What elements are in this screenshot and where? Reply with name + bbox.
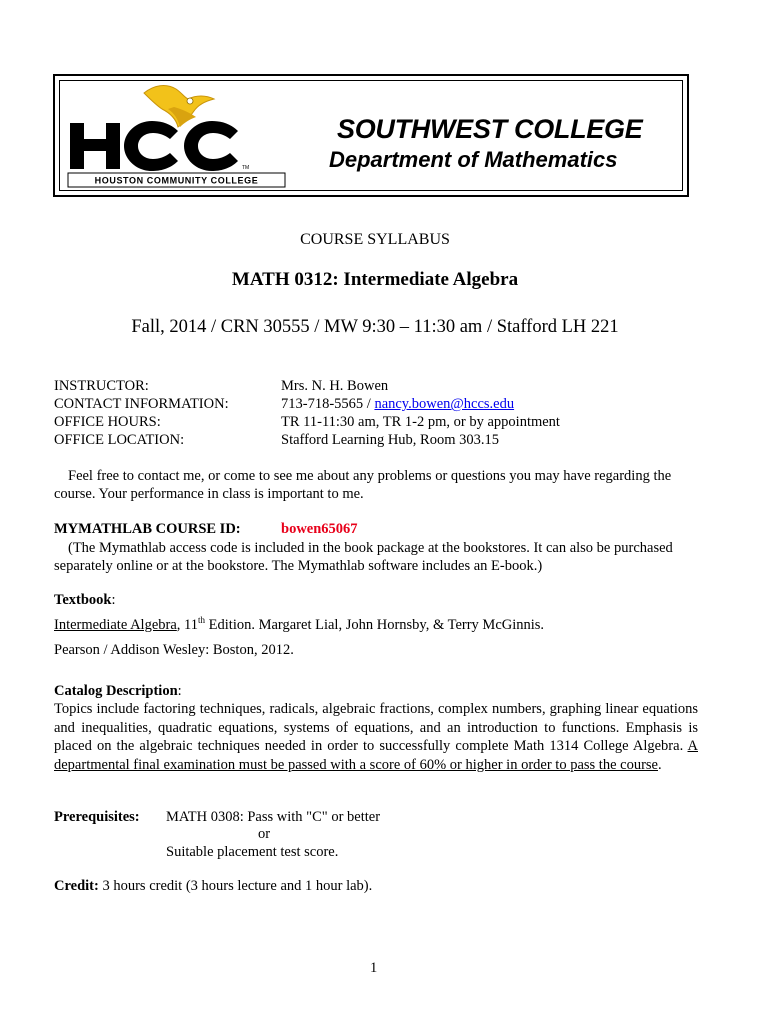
prerequisite-line-1: MATH 0308: Pass with "C" or better: [166, 809, 381, 825]
department-title: Department of Mathematics: [329, 147, 618, 172]
mymathlab-course-id: bowen65067: [281, 521, 358, 537]
textbook-title: Intermediate Algebra: [54, 617, 177, 633]
course-schedule: Fall, 2014 / CRN 30555 / MW 9:30 – 11:30 am / Stafford LH 221: [131, 317, 619, 337]
email-link[interactable]: nancy.bowen@hccs.edu: [374, 396, 515, 412]
info-value: TR 11-11:30 am, TR 1-2 pm, or by appointment: [281, 414, 560, 430]
eagle-icon: [144, 86, 214, 127]
final-exam-requirement: A departmental final examination must be passed with a score of 60% or higher in order to pass the course: [54, 738, 698, 773]
feel-free-paragraph: Feel free to contact me, or come to see me about any problems or questions you may have regarding the course. Your performance in class is important to me.: [54, 468, 672, 502]
catalog-description: Topics include factoring techniques, radicals, algebraic fractions, complex numbers, graphing linear equations and inequalities, quadratic equations, systems of equations, and an introduction to functions. Emphasis is placed on the algebraic techniques needed in order to successfully complete Math 1314 College Algebra. A departmental final examination must be passed with a score of 60% or higher in order to pass the course.: [54, 701, 698, 773]
hcc-logo: [66, 83, 287, 189]
info-label: OFFICE LOCATION:: [54, 432, 185, 448]
textbook-publisher: Pearson / Addison Wesley: Boston, 2012.: [54, 642, 294, 658]
catalog-heading: Catalog Description:: [54, 683, 182, 699]
info-label: OFFICE HOURS:: [54, 414, 161, 430]
info-label: CONTACT INFORMATION:: [54, 396, 229, 412]
mymathlab-label: MYMATHLAB COURSE ID:: [54, 521, 241, 537]
info-value: Stafford Learning Hub, Room 303.15: [281, 432, 500, 448]
info-value: [281, 395, 514, 413]
info-value: Mrs. N. H. Bowen: [281, 378, 389, 394]
svg-text:TM: TM: [242, 165, 250, 171]
prerequisite-line-2: Suitable placement test score.: [166, 844, 339, 860]
college-title: SOUTHWEST COLLEGE: [337, 114, 643, 144]
header-box: [53, 74, 689, 197]
mymathlab-note: (The Mymathlab access code is included in the book package at the bookstores. It can also be purchased separately online or at the bookstore. The Mymathlab software includes an E-book.): [54, 540, 673, 574]
phone-number: 713-718-5565 /: [281, 396, 375, 412]
textbook-heading: Textbook:: [54, 592, 116, 608]
course-title: MATH 0312: Intermediate Algebra: [231, 269, 519, 290]
logo-text: HOUSTON COMMUNITY COLLEGE: [94, 175, 259, 186]
prerequisites-label: Prerequisites:: [54, 809, 140, 825]
page-number: 1: [370, 960, 378, 976]
textbook-citation: Intermediate Algebra, 11th Edition. Margaret Lial, John Hornsby, & Terry McGinnis.: [54, 615, 545, 633]
syllabus-label: COURSE SYLLABUS: [300, 231, 450, 248]
credit-line: Credit: 3 hours credit (3 hours lecture and 1 hour lab).: [54, 878, 373, 894]
prerequisite-or: or: [258, 826, 271, 842]
info-label: INSTRUCTOR:: [54, 378, 149, 394]
